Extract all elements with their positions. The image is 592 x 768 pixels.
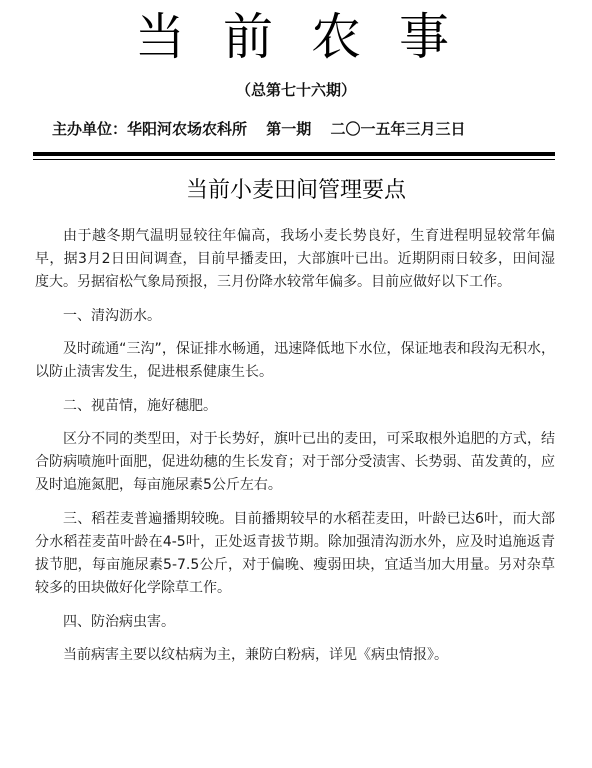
publisher-label: 主办单位：华阳河农场农科所 <box>52 120 248 138</box>
masthead: 当前农事 <box>135 8 487 66</box>
section-2-heading: 二、视苗情，施好穗肥。 <box>63 398 217 414</box>
intro-paragraph: 由于越冬期气温明显较往年偏高，我场小麦长势良好，生育进程明显较常年偏早，据3月2日田间调查，目前早播麦田，大部旗叶已出。近期阴雨日较多，田间湿度大。另据宿松气象局预报，三月份降水较常年偏多。目前应做好以下工作。 <box>35 228 555 290</box>
issue-date: 二〇一五年三月三日 <box>330 120 466 138</box>
header-rule-thick <box>33 152 555 156</box>
article-title: 当前小麦田间管理要点 <box>185 178 406 203</box>
publisher-line <box>52 119 480 139</box>
issue-total: （总第七十六期） <box>235 81 356 99</box>
section-2-body: 区分不同的类型田，对于长势好，旗叶已出的麦田，可采取根外追肥的方式，结合防病喷施叶面肥，促进幼穗的生长发育；对于部分受渍害、长势弱、苗发黄的，应及时追施氮肥，每亩施尿素5公斤左右。 <box>35 431 555 493</box>
section-1-body: 及时疏通“三沟”，保证排水畅通，迅速降低地下水位，保证地表和段沟无积水，以防止渍害发生，促进根系健康生长。 <box>35 341 555 380</box>
section-4-body: 当前病害主要以纹枯病为主，兼防白粉病，详见《病虫情报》。 <box>63 647 448 663</box>
issue-number: 第一期 <box>266 120 312 138</box>
header-rule-thin <box>33 159 555 160</box>
section-1-heading: 一、清沟沥水。 <box>63 308 161 324</box>
article-content <box>35 225 555 678</box>
section-4-heading: 四、防治病虫害。 <box>63 614 175 630</box>
section-3-body: 三、稻茬麦普遍播期较晚。目前播期较早的水稻茬麦田，叶龄已达6叶，而大部分水稻茬麦苗叶龄在4-5叶，正处返青拔节期。除加强清沟沥水外，应及时追施返青拔节肥，每亩施尿素5-7.5公斤，对于偏晚、瘦弱田块，宜适当加大用量。另对杂草较多的田块做好化学除草工作。 <box>35 511 555 596</box>
